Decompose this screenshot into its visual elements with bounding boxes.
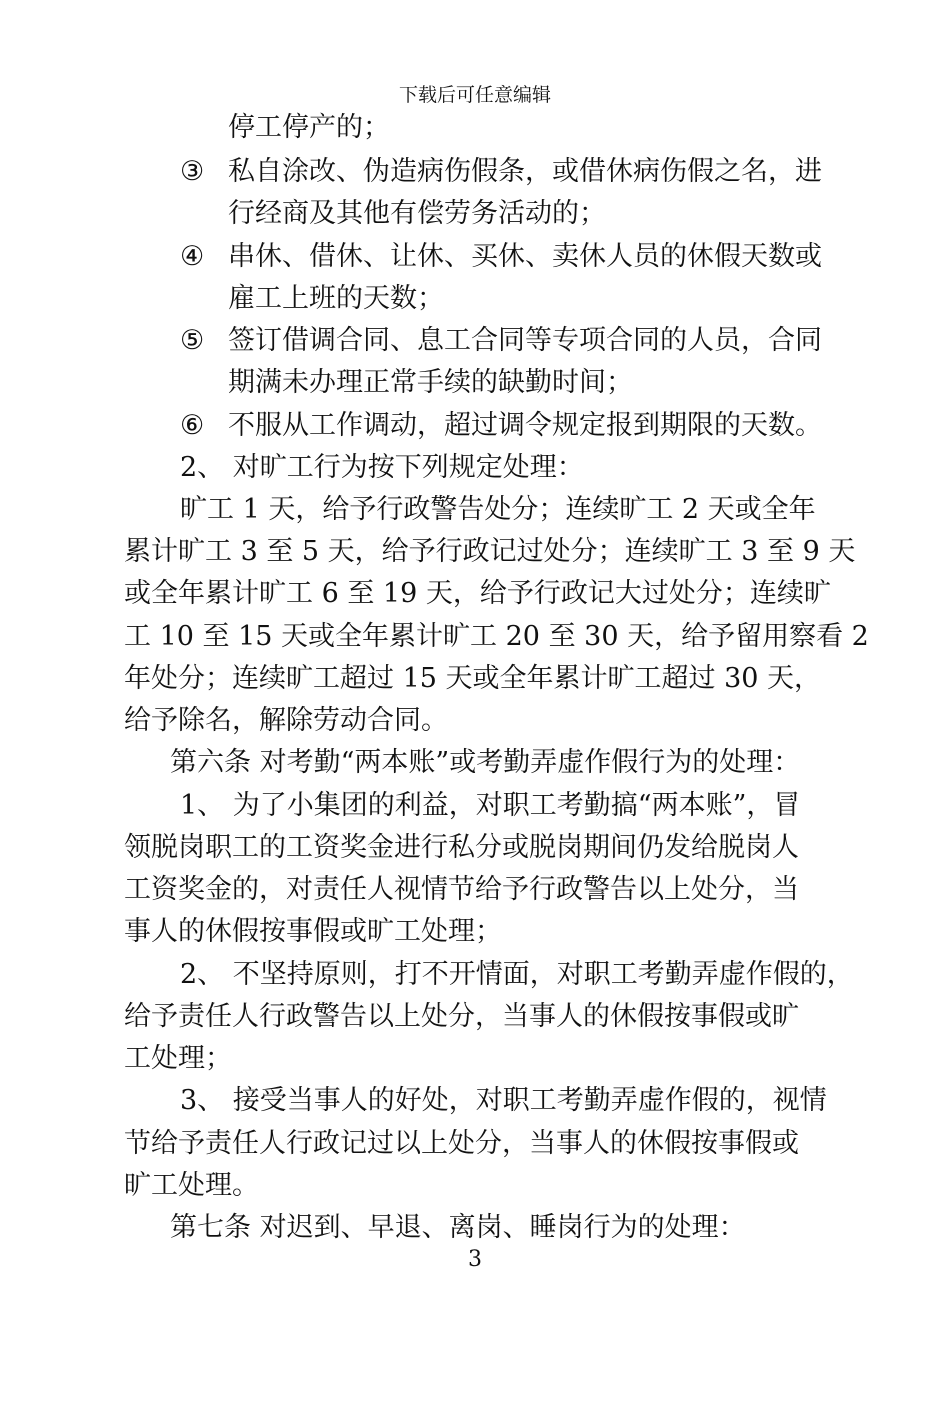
list-marker: ④: [180, 241, 205, 272]
list-marker: ⑤: [180, 325, 205, 356]
list-marker: ③: [180, 156, 205, 187]
text-line: 旷工 1 天，给予行政警告处分；连续旷工 2 天或全年: [180, 494, 816, 525]
text-line: 行经商及其他有偿劳务活动的；: [228, 198, 606, 229]
text-line: 领脱岗职工的工资奖金进行私分或脱岗期间仍发给脱岗人: [124, 832, 799, 863]
text-line: 累计旷工 3 至 5 天，给予行政记过处分；连续旷工 3 至 9 天: [124, 536, 856, 567]
text-line: 工资奖金的，对责任人视情节给予行政警告以上处分，当: [124, 874, 799, 905]
section-heading: 第七条 对迟到、早退、离岗、睡岗行为的处理：: [170, 1212, 746, 1243]
text-line: 或全年累计旷工 6 至 19 天，给予行政记大过处分；连续旷: [124, 578, 831, 609]
text-line: 雇工上班的天数；: [228, 283, 444, 314]
text-line: 给予除名，解除劳动合同。: [124, 705, 448, 736]
text-line: 停工停产的；: [228, 112, 390, 143]
page-number: 3: [468, 1247, 482, 1272]
text-line: 3、 接受当事人的好处，对职工考勤弄虚作假的，视情: [180, 1085, 827, 1116]
text-line: 节给予责任人行政记过以上处分，当事人的休假按事假或: [124, 1128, 799, 1159]
text-line: 工 10 至 15 天或全年累计旷工 20 至 30 天，给予留用察看 2: [124, 621, 869, 652]
text-line: 不服从工作调动，超过调令规定报到期限的天数。: [228, 410, 822, 441]
page-header: 下载后可任意编辑: [398, 84, 551, 106]
text-line: 2、 对旷工行为按下列规定处理：: [180, 452, 584, 483]
text-line: 2、 不坚持原则，打不开情面，对职工考勤弄虚作假的，: [180, 959, 854, 990]
text-line: 年处分；连续旷工超过 15 天或全年累计旷工超过 30 天，: [124, 663, 822, 694]
text-line: 1、 为了小集团的利益，对职工考勤搞“两本账”，冒: [180, 790, 801, 821]
text-line: 事人的休假按事假或旷工处理；: [124, 916, 502, 947]
text-line: 旷工处理。: [124, 1170, 259, 1201]
section-heading: 第六条 对考勤“两本账”或考勤弄虚作假行为的处理：: [170, 747, 801, 778]
list-marker: ⑥: [180, 410, 205, 441]
text-line: 期满未办理正常手续的缺勤时间；: [228, 367, 633, 398]
text-line: 工处理；: [124, 1043, 232, 1074]
text-line: 串休、借休、让休、买休、卖休人员的休假天数或: [228, 241, 822, 272]
text-line: 给予责任人行政警告以上处分，当事人的休假按事假或旷: [124, 1001, 799, 1032]
text-line: 私自涂改、伪造病伤假条，或借休病伤假之名，进: [228, 156, 822, 187]
text-line: 签订借调合同、息工合同等专项合同的人员，合同: [228, 325, 822, 356]
